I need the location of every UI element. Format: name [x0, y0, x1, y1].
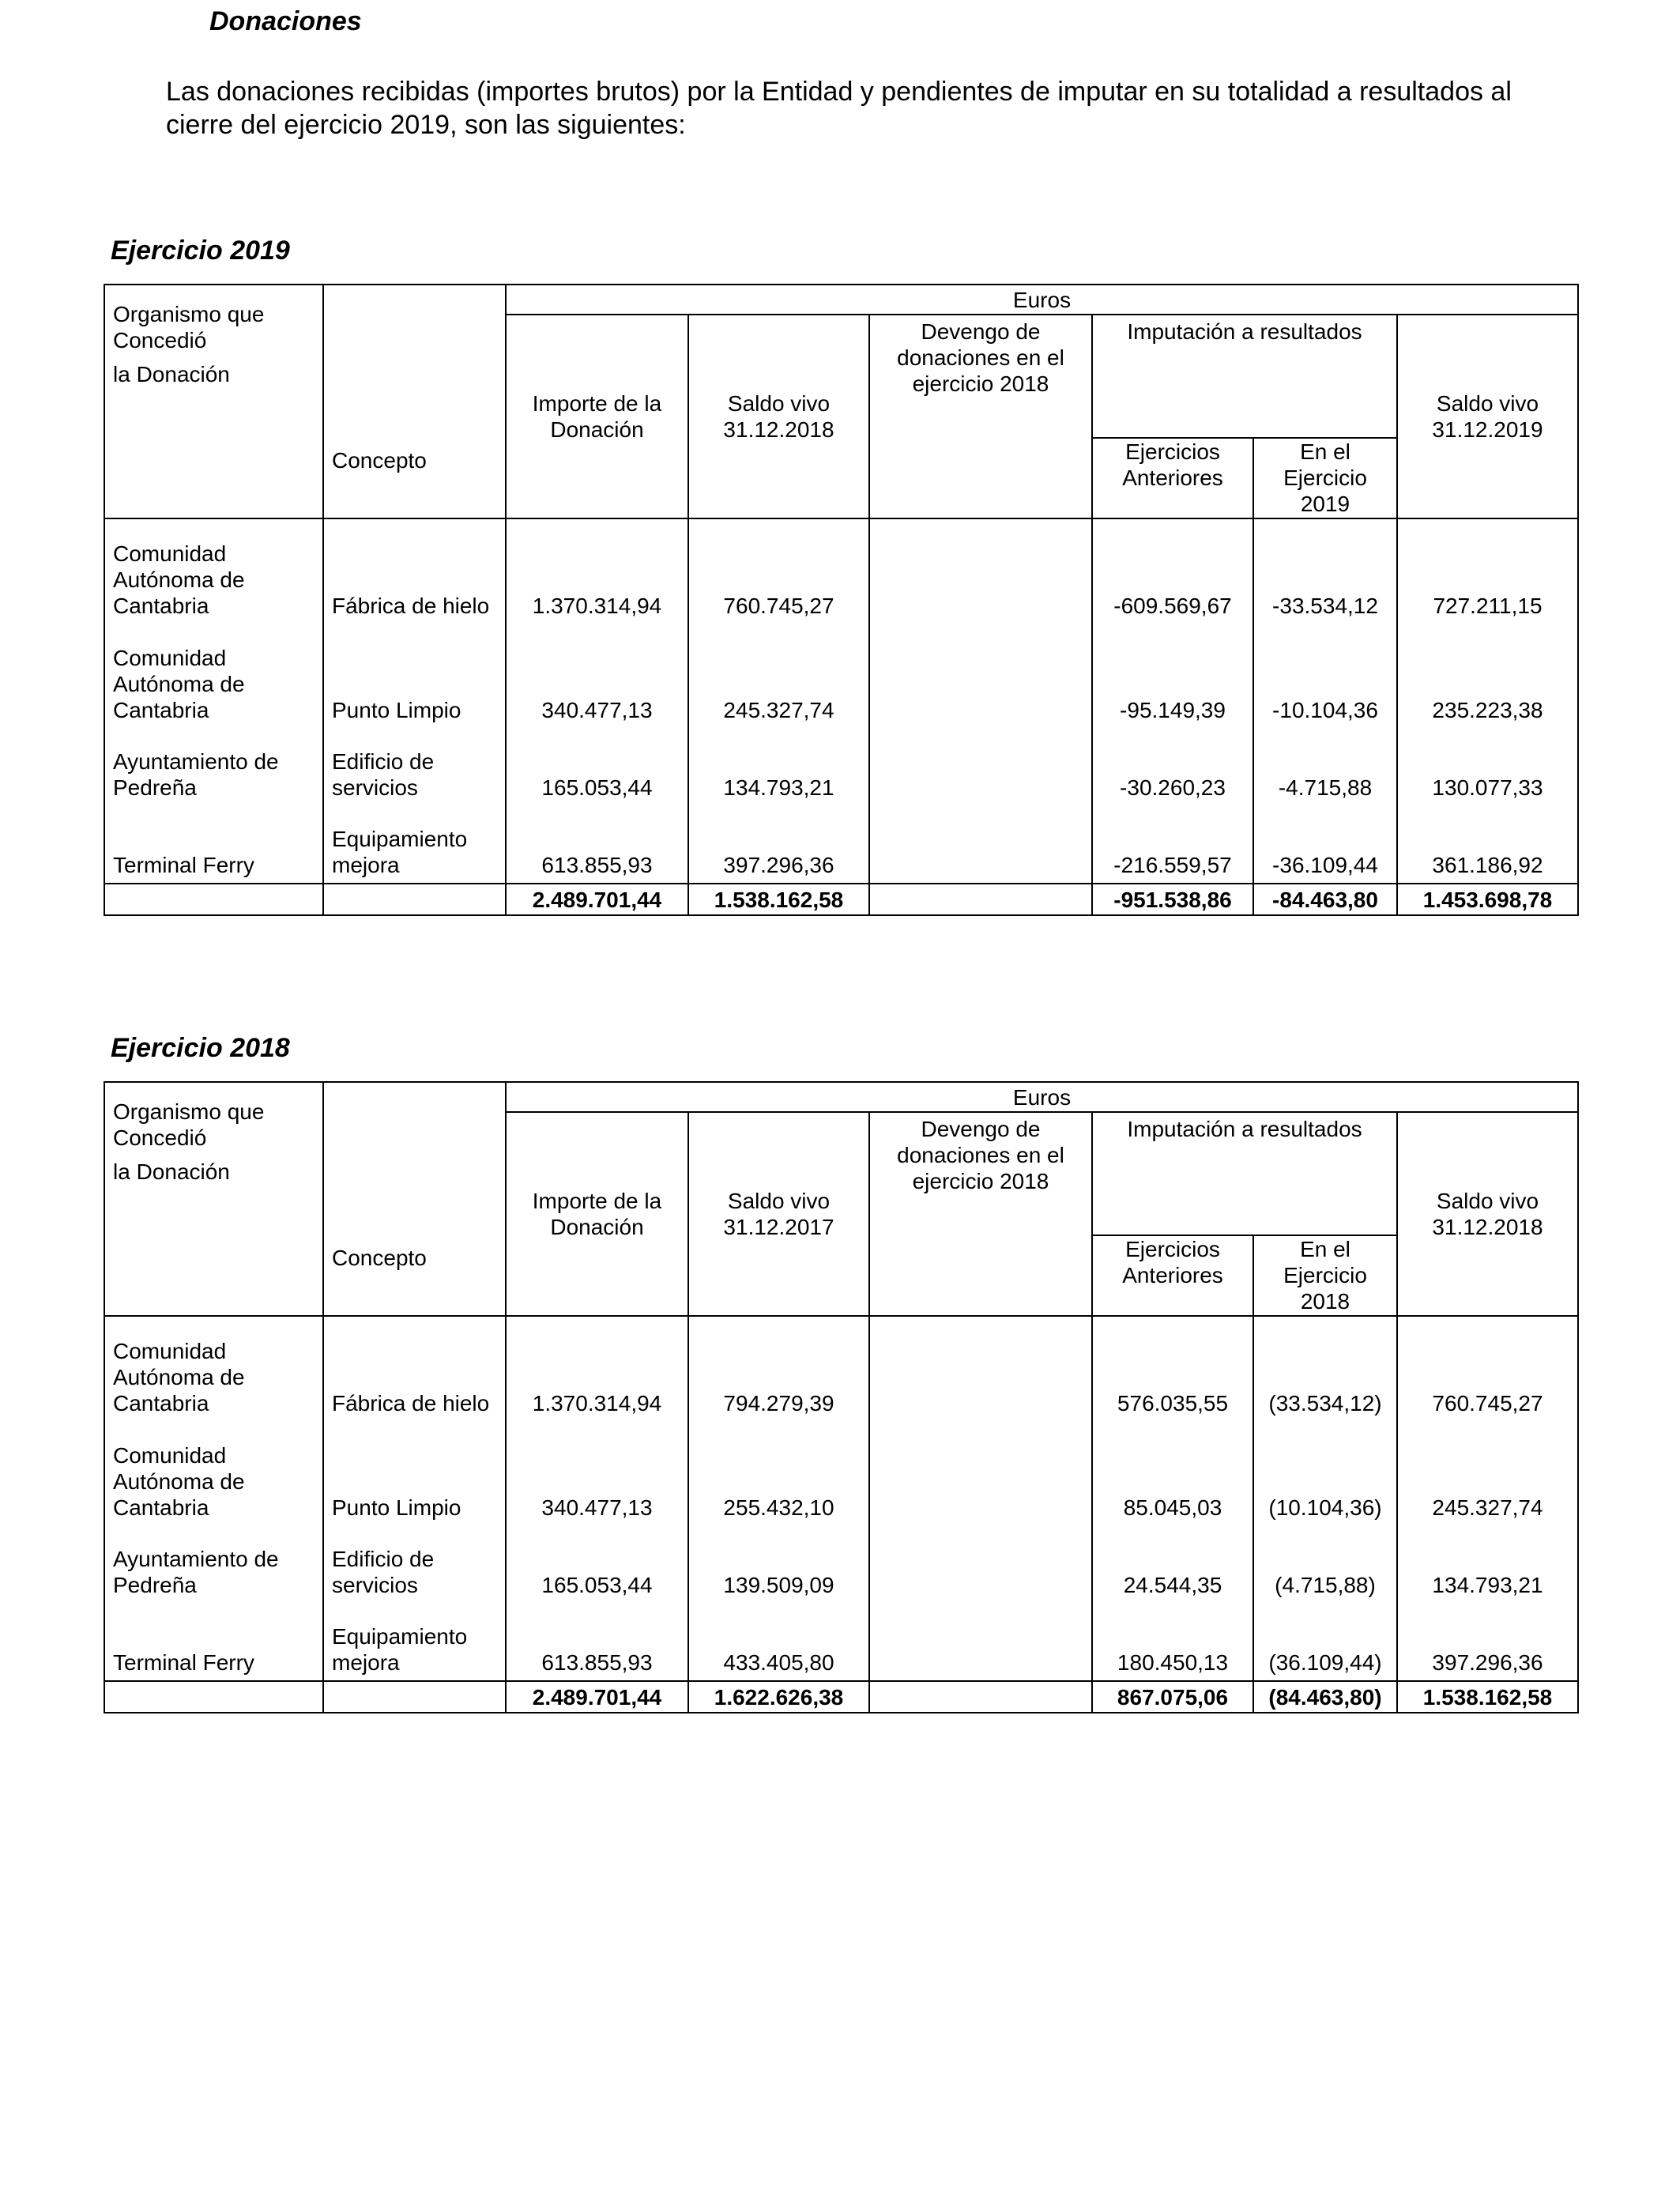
row-devengo — [869, 1316, 1092, 1421]
header-imputacion: Imputación a resultados — [1092, 1112, 1397, 1235]
row-concepto: Edificio de servicios — [323, 1525, 506, 1603]
row-devengo — [869, 728, 1092, 805]
total-anteriores: 867.075,06 — [1092, 1681, 1253, 1713]
row-organismo: Terminal Ferry — [104, 805, 323, 884]
row-devengo — [869, 518, 1092, 624]
totals-row — [104, 1681, 1578, 1713]
row-anteriores: -95.149,39 — [1092, 624, 1253, 728]
table-row — [104, 805, 1578, 884]
row-saldo-final: 361.186,92 — [1397, 805, 1578, 884]
donations-table-2019 — [104, 284, 1579, 916]
row-devengo — [869, 1421, 1092, 1525]
row-saldo-final: 130.077,33 — [1397, 728, 1578, 805]
row-saldo-inicial: 397.296,36 — [688, 805, 869, 884]
row-concepto: Fábrica de hielo — [323, 1316, 506, 1421]
table-row — [104, 1525, 1578, 1603]
table-title-2019: Ejercicio 2019 — [111, 236, 290, 266]
row-saldo-final: 235.223,38 — [1397, 624, 1578, 728]
row-ejercicio: (10.104,36) — [1253, 1421, 1397, 1525]
row-concepto: Fábrica de hielo — [323, 518, 506, 624]
row-ejercicio: -4.715,88 — [1253, 728, 1397, 805]
header-euros: Euros — [506, 285, 1578, 315]
table-row — [104, 1421, 1578, 1525]
header-en-el-ejercicio: En el Ejercicio 2019 — [1253, 438, 1397, 518]
row-saldo-inicial: 433.405,80 — [688, 1603, 869, 1681]
row-anteriores: 180.450,13 — [1092, 1603, 1253, 1681]
total-ejercicio: (84.463,80) — [1253, 1681, 1397, 1713]
row-devengo — [869, 1603, 1092, 1681]
table-row — [104, 624, 1578, 728]
row-organismo: Terminal Ferry — [104, 1603, 323, 1681]
header-devengo: Devengo de donaciones en el ejercicio 2018 — [869, 1112, 1092, 1316]
row-concepto: Punto Limpio — [323, 1421, 506, 1525]
total-saldo-final: 1.538.162,58 — [1397, 1681, 1578, 1713]
row-importe: 340.477,13 — [506, 624, 688, 728]
row-anteriores: 24.544,35 — [1092, 1525, 1253, 1603]
total-anteriores: -951.538,86 — [1092, 884, 1253, 915]
row-saldo-inicial: 245.327,74 — [688, 624, 869, 728]
row-anteriores: -216.559,57 — [1092, 805, 1253, 884]
table-row — [104, 1316, 1578, 1421]
row-importe: 165.053,44 — [506, 728, 688, 805]
row-ejercicio: (33.534,12) — [1253, 1316, 1397, 1421]
row-saldo-final: 397.296,36 — [1397, 1603, 1578, 1681]
row-organismo: Ayuntamiento de Pedreña — [104, 728, 323, 805]
header-devengo: Devengo de donaciones en el ejercicio 2018 — [869, 315, 1092, 518]
section-heading: Donaciones — [209, 6, 362, 36]
row-importe: 613.855,93 — [506, 805, 688, 884]
row-anteriores: 85.045,03 — [1092, 1421, 1253, 1525]
header-organismo: Organismo que Concedió la Donación — [104, 285, 323, 518]
row-importe: 1.370.314,94 — [506, 1316, 688, 1421]
total-importe: 2.489.701,44 — [506, 884, 688, 915]
row-anteriores: -30.260,23 — [1092, 728, 1253, 805]
row-importe: 613.855,93 — [506, 1603, 688, 1681]
total-saldo-final: 1.453.698,78 — [1397, 884, 1578, 915]
header-imputacion: Imputación a resultados — [1092, 315, 1397, 438]
row-ejercicio: (36.109,44) — [1253, 1603, 1397, 1681]
header-saldo-inicial: Saldo vivo 31.12.2017 — [688, 1112, 869, 1316]
header-organismo: Organismo que Concedió la Donación — [104, 1082, 323, 1316]
row-saldo-inicial: 139.509,09 — [688, 1525, 869, 1603]
row-ejercicio: -10.104,36 — [1253, 624, 1397, 728]
row-saldo-final: 760.745,27 — [1397, 1316, 1578, 1421]
total-label-cell — [104, 884, 323, 915]
header-ejercicios-anteriores: Ejercicios Anteriores — [1092, 438, 1253, 518]
header-saldo-final: Saldo vivo 31.12.2018 — [1397, 1112, 1578, 1316]
row-organismo: Comunidad Autónoma de Cantabria — [104, 518, 323, 624]
row-saldo-final: 727.211,15 — [1397, 518, 1578, 624]
header-saldo-inicial: Saldo vivo 31.12.2018 — [688, 315, 869, 518]
total-importe: 2.489.701,44 — [506, 1681, 688, 1713]
header-euros: Euros — [506, 1082, 1578, 1112]
totals-row — [104, 884, 1578, 915]
total-saldo-inicial: 1.538.162,58 — [688, 884, 869, 915]
row-organismo: Comunidad Autónoma de Cantabria — [104, 624, 323, 728]
row-saldo-inicial: 760.745,27 — [688, 518, 869, 624]
header-importe: Importe de la Donación — [506, 315, 688, 518]
row-concepto: Edificio de servicios — [323, 728, 506, 805]
row-saldo-final: 245.327,74 — [1397, 1421, 1578, 1525]
row-saldo-inicial: 255.432,10 — [688, 1421, 869, 1525]
row-concepto: Equipamiento mejora — [323, 1603, 506, 1681]
header-ejercicios-anteriores: Ejercicios Anteriores — [1092, 1235, 1253, 1316]
total-ejercicio: -84.463,80 — [1253, 884, 1397, 915]
row-concepto: Punto Limpio — [323, 624, 506, 728]
donations-table-2018 — [104, 1081, 1579, 1713]
row-organismo: Comunidad Autónoma de Cantabria — [104, 1421, 323, 1525]
total-saldo-inicial: 1.622.626,38 — [688, 1681, 869, 1713]
header-importe: Importe de la Donación — [506, 1112, 688, 1316]
table-row — [104, 1603, 1578, 1681]
row-saldo-final: 134.793,21 — [1397, 1525, 1578, 1603]
row-importe: 1.370.314,94 — [506, 518, 688, 624]
row-ejercicio: -33.534,12 — [1253, 518, 1397, 624]
total-devengo — [869, 1681, 1092, 1713]
row-importe: 340.477,13 — [506, 1421, 688, 1525]
header-en-el-ejercicio: En el Ejercicio 2018 — [1253, 1235, 1397, 1316]
row-saldo-inicial: 794.279,39 — [688, 1316, 869, 1421]
row-devengo — [869, 805, 1092, 884]
total-concepto-cell — [323, 884, 506, 915]
row-concepto: Equipamiento mejora — [323, 805, 506, 884]
table-title-2018: Ejercicio 2018 — [111, 1033, 290, 1063]
row-ejercicio: (4.715,88) — [1253, 1525, 1397, 1603]
intro-paragraph: Las donaciones recibidas (importes brutos) por la Entidad y pendientes de imputar en su totalidad a resultados al cierre del ejercicio 2019, son las siguientes: — [166, 77, 1512, 140]
row-importe: 165.053,44 — [506, 1525, 688, 1603]
row-saldo-inicial: 134.793,21 — [688, 728, 869, 805]
table-row — [104, 518, 1578, 624]
row-anteriores: -609.569,67 — [1092, 518, 1253, 624]
header-concepto: Concepto — [323, 285, 506, 518]
row-devengo — [869, 624, 1092, 728]
total-label-cell — [104, 1681, 323, 1713]
header-concepto: Concepto — [323, 1082, 506, 1316]
row-organismo: Ayuntamiento de Pedreña — [104, 1525, 323, 1603]
row-organismo: Comunidad Autónoma de Cantabria — [104, 1316, 323, 1421]
total-devengo — [869, 884, 1092, 915]
row-devengo — [869, 1525, 1092, 1603]
total-concepto-cell — [323, 1681, 506, 1713]
table-row — [104, 728, 1578, 805]
header-saldo-final: Saldo vivo 31.12.2019 — [1397, 315, 1578, 518]
row-anteriores: 576.035,55 — [1092, 1316, 1253, 1421]
row-ejercicio: -36.109,44 — [1253, 805, 1397, 884]
